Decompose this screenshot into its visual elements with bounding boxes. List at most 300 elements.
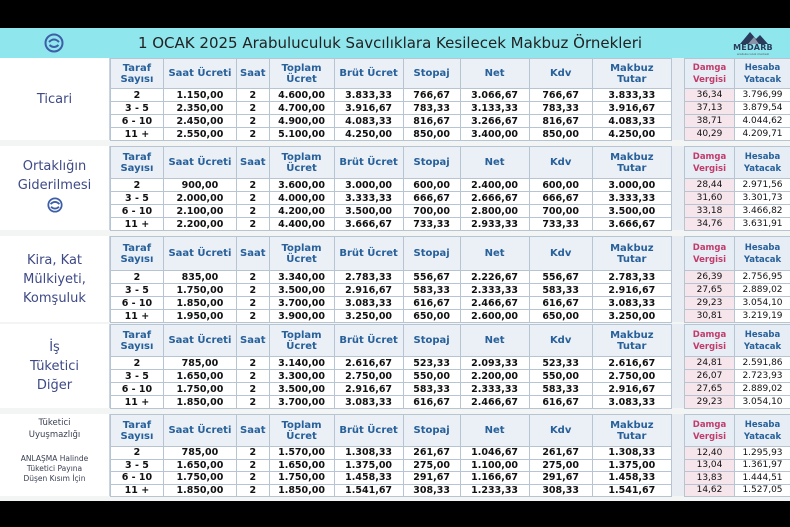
medarb-logo (732, 29, 774, 57)
cell-brut: 3.000,00 (334, 179, 403, 192)
cell-stopaj: 583,33 (403, 284, 460, 297)
cell-saat_ucreti: 1.750,00 (163, 383, 236, 396)
cell-stopaj: 275,00 (403, 459, 460, 472)
table-row (111, 310, 672, 323)
toplam-ucret-header (269, 325, 334, 357)
table-row (111, 205, 672, 218)
cell-stopaj: 650,00 (403, 310, 460, 323)
cell-toplam: 4.900,00 (269, 115, 334, 128)
cell-saat: 2 (237, 383, 270, 396)
cell-taraf: 11 + (111, 218, 164, 231)
kdv-header (529, 147, 592, 179)
category-line: Uyuşmazlığı (28, 430, 81, 440)
cell-brut: 4.250,00 (334, 128, 403, 141)
cell-saat: 2 (237, 115, 270, 128)
cell-damga: 31,60 (685, 192, 735, 205)
kdv-header-text: Kdv (549, 425, 572, 436)
cell-saat: 2 (237, 357, 270, 370)
stopaj-header-text: Stopaj (413, 335, 450, 346)
cell-net: 2.333,33 (460, 383, 529, 396)
damga-header-line: Vergisi (692, 431, 727, 442)
kdv-header (529, 325, 592, 357)
cell-toplam: 3.300,00 (269, 370, 334, 383)
section-3 (0, 324, 790, 408)
cell-saat: 2 (237, 370, 270, 383)
category-line: Komşuluk (23, 290, 86, 306)
hesaba-yatacak-header (735, 59, 790, 89)
cell-brut: 2.750,00 (334, 370, 403, 383)
table-row (685, 383, 790, 396)
category-note-line: Düşen Kısım İçin (23, 474, 86, 483)
cell-taraf: 2 (111, 89, 164, 102)
category-line: Ticari (36, 91, 73, 107)
cell-kdv: 733,33 (529, 218, 592, 231)
cell-stopaj: 556,67 (403, 271, 460, 284)
table-row (685, 89, 790, 102)
makbuz-header-line: Makbuz (610, 242, 654, 254)
taraf-header-line: Sayısı (120, 162, 154, 174)
cell-kdv: 523,33 (529, 357, 592, 370)
cell-saat: 2 (237, 271, 270, 284)
makbuz-tutar-header (592, 147, 671, 179)
table-row (685, 271, 790, 284)
makbuz-header-line: Tutar (617, 73, 647, 85)
cell-kdv: 766,67 (529, 89, 592, 102)
table-row (685, 484, 790, 497)
cell-stopaj: 666,67 (403, 192, 460, 205)
damga-header-line: Damga (692, 151, 727, 162)
cell-kdv: 275,00 (529, 459, 592, 472)
kdv-header-text: Kdv (549, 157, 572, 168)
cell-toplam: 4.700,00 (269, 102, 334, 115)
cell-toplam: 1.750,00 (269, 472, 334, 485)
makbuz-header-line: Makbuz (610, 62, 654, 74)
net-header (460, 415, 529, 447)
table-row (111, 459, 672, 472)
cell-makbuz: 3.250,00 (592, 310, 671, 323)
net-header-text: Net (484, 157, 505, 168)
taraf-header (111, 147, 164, 179)
section-2 (0, 236, 790, 322)
cell-damga: 24,81 (685, 357, 735, 370)
cell-net: 2.800,00 (460, 205, 529, 218)
saat-ucreti-header (163, 325, 236, 357)
brut-ucret-header (334, 237, 403, 271)
cell-hesaba: 1.361,97 (735, 459, 790, 472)
table-row (111, 102, 672, 115)
category-label (0, 146, 110, 230)
cell-toplam: 4.400,00 (269, 218, 334, 231)
toplam-header-line: Ücret (286, 430, 317, 442)
cell-taraf: 6 - 10 (111, 297, 164, 310)
toplam-header-line: Toplam (281, 242, 322, 254)
cell-makbuz: 3.833,33 (592, 89, 671, 102)
cell-hesaba: 2.889,02 (735, 383, 790, 396)
cell-brut: 3.500,00 (334, 205, 403, 218)
table-row (111, 271, 672, 284)
table-row (111, 472, 672, 485)
table-row (111, 89, 672, 102)
cell-makbuz: 2.916,67 (592, 284, 671, 297)
table-row (685, 459, 790, 472)
brut-header-text: Brüt Ücret (339, 68, 398, 79)
cell-saat_ucreti: 2.000,00 (163, 192, 236, 205)
cell-toplam: 4.600,00 (269, 89, 334, 102)
cell-stopaj: 733,33 (403, 218, 460, 231)
cell-saat: 2 (237, 205, 270, 218)
makbuz-header-line: Tutar (617, 340, 647, 352)
category-line: Diğer (36, 377, 73, 393)
cell-toplam: 3.700,00 (269, 297, 334, 310)
cell-kdv: 556,67 (529, 271, 592, 284)
cell-kdv: 291,67 (529, 472, 592, 485)
damga-vergisi-header (685, 415, 735, 447)
cell-stopaj: 261,67 (403, 447, 460, 460)
cell-brut: 1.541,67 (334, 484, 403, 497)
cell-brut: 3.333,33 (334, 192, 403, 205)
saat-header-text: Saat (240, 335, 266, 346)
table-row (111, 484, 672, 497)
taraf-header (111, 237, 164, 271)
net-header (460, 59, 529, 89)
table-row (685, 205, 790, 218)
cell-taraf: 11 + (111, 484, 164, 497)
table-row (685, 179, 790, 192)
category-line: İş (49, 339, 60, 355)
cell-taraf: 3 - 5 (111, 370, 164, 383)
tax-table (684, 324, 790, 409)
table-row (111, 284, 672, 297)
category-line: Mülkiyeti, (23, 271, 86, 287)
cell-hesaba: 3.879,54 (735, 102, 790, 115)
saat-header (237, 237, 270, 271)
cell-hesaba: 3.796,99 (735, 89, 790, 102)
cell-saat_ucreti: 1.650,00 (163, 370, 236, 383)
cell-brut: 3.666,67 (334, 218, 403, 231)
category-line: Kira, Kat (26, 252, 83, 268)
table-row (685, 115, 790, 128)
cell-hesaba: 3.219,19 (735, 310, 790, 323)
cell-makbuz: 3.083,33 (592, 297, 671, 310)
stopaj-header (403, 415, 460, 447)
damga-header-line: Damga (692, 419, 727, 430)
table-row (685, 396, 790, 409)
category-line: Tüketici (38, 418, 71, 428)
cell-net: 2.400,00 (460, 179, 529, 192)
kdv-header-text: Kdv (549, 335, 572, 346)
cell-damga: 12,40 (685, 447, 735, 460)
cell-net: 2.093,33 (460, 357, 529, 370)
cell-brut: 3.083,33 (334, 297, 403, 310)
table-row (685, 297, 790, 310)
cell-saat: 2 (237, 484, 270, 497)
cell-stopaj: 291,67 (403, 472, 460, 485)
cell-brut: 2.783,33 (334, 271, 403, 284)
cell-net: 1.166,67 (460, 472, 529, 485)
makbuz-header-line: Tutar (617, 162, 647, 174)
table-row (685, 284, 790, 297)
stopaj-header (403, 325, 460, 357)
cell-taraf: 3 - 5 (111, 102, 164, 115)
cell-stopaj: 616,67 (403, 396, 460, 409)
table-row (685, 447, 790, 460)
hesaba-yatacak-header (735, 237, 790, 271)
cell-saat_ucreti: 1.750,00 (163, 472, 236, 485)
cell-damga: 13,83 (685, 472, 735, 485)
cell-taraf: 11 + (111, 396, 164, 409)
taraf-header-line: Taraf (122, 62, 152, 74)
toplam-ucret-header (269, 147, 334, 179)
cell-saat_ucreti: 785,00 (163, 447, 236, 460)
saat-header (237, 59, 270, 89)
cell-stopaj: 766,67 (403, 89, 460, 102)
cell-saat: 2 (237, 218, 270, 231)
hesaba-header-line: Hesaba (744, 419, 781, 430)
taraf-header-line: Sayısı (120, 73, 154, 85)
makbuz-tutar-header (592, 415, 671, 447)
stopaj-header-text: Stopaj (413, 68, 450, 79)
cell-stopaj: 583,33 (403, 383, 460, 396)
cell-toplam: 4.000,00 (269, 192, 334, 205)
category-note-line: ANLAŞMA Halinde (20, 454, 89, 463)
taraf-header-line: Sayısı (120, 340, 154, 352)
stopaj-header-text: Stopaj (413, 248, 450, 259)
cell-makbuz: 2.750,00 (592, 370, 671, 383)
hesaba-header-line: Yatacak (743, 431, 782, 442)
fee-table (110, 414, 672, 497)
cell-brut: 3.833,33 (334, 89, 403, 102)
cell-net: 1.046,67 (460, 447, 529, 460)
column-gap (672, 146, 684, 230)
cell-saat_ucreti: 900,00 (163, 179, 236, 192)
taraf-header (111, 325, 164, 357)
cell-saat: 2 (237, 179, 270, 192)
brut-ucret-header (334, 147, 403, 179)
cell-net: 2.466,67 (460, 297, 529, 310)
cell-hesaba: 2.723,93 (735, 370, 790, 383)
table-row (111, 179, 672, 192)
stopaj-header (403, 237, 460, 271)
table-row (111, 297, 672, 310)
saat-header-text: Saat (240, 425, 266, 436)
column-gap (672, 414, 684, 496)
cell-kdv: 583,33 (529, 383, 592, 396)
cell-hesaba: 1.527,05 (735, 484, 790, 497)
cell-kdv: 850,00 (529, 128, 592, 141)
column-gap (672, 324, 684, 408)
cell-saat_ucreti: 2.550,00 (163, 128, 236, 141)
cell-damga: 34,76 (685, 218, 735, 231)
saat_ucreti-header-text: Saat Ücreti (168, 157, 232, 168)
cell-net: 3.400,00 (460, 128, 529, 141)
column-gap (672, 58, 684, 140)
cell-net: 3.133,33 (460, 102, 529, 115)
table-row (111, 396, 672, 409)
category-label (0, 414, 110, 496)
table-row (685, 357, 790, 370)
cell-saat_ucreti: 1.750,00 (163, 284, 236, 297)
cell-kdv: 550,00 (529, 370, 592, 383)
hesaba-header-line: Hesaba (744, 62, 781, 73)
brut-header-text: Brüt Ücret (339, 425, 398, 436)
hesaba-header-line: Hesaba (744, 151, 781, 162)
cell-toplam: 1.570,00 (269, 447, 334, 460)
column-gap (672, 236, 684, 322)
cell-taraf: 2 (111, 271, 164, 284)
kdv-header-text: Kdv (549, 68, 572, 79)
hesaba-header-line: Yatacak (743, 74, 782, 85)
net-header-text: Net (484, 425, 505, 436)
cell-saat_ucreti: 2.450,00 (163, 115, 236, 128)
saat-header-text: Saat (240, 248, 266, 259)
toplam-ucret-header (269, 59, 334, 89)
brand-subtitle: arabuluculuk merkezi (736, 52, 770, 56)
hesaba-header-line: Hesaba (744, 329, 781, 340)
cell-taraf: 3 - 5 (111, 284, 164, 297)
category-label (0, 324, 110, 408)
cell-toplam: 1.850,00 (269, 484, 334, 497)
cell-saat_ucreti: 2.100,00 (163, 205, 236, 218)
cell-damga: 40,29 (685, 128, 735, 141)
cell-saat: 2 (237, 102, 270, 115)
cell-kdv: 666,67 (529, 192, 592, 205)
cell-makbuz: 1.375,00 (592, 459, 671, 472)
table-row (111, 192, 672, 205)
cell-saat: 2 (237, 459, 270, 472)
cell-damga: 14,62 (685, 484, 735, 497)
damga-vergisi-header (685, 147, 735, 179)
cell-makbuz: 4.083,33 (592, 115, 671, 128)
saat_ucreti-header-text: Saat Ücreti (168, 68, 232, 79)
brut-ucret-header (334, 59, 403, 89)
cell-kdv: 600,00 (529, 179, 592, 192)
net-header-text: Net (484, 335, 505, 346)
cell-hesaba: 2.971,56 (735, 179, 790, 192)
cell-kdv: 783,33 (529, 102, 592, 115)
cell-net: 2.933,33 (460, 218, 529, 231)
cell-makbuz: 3.916,67 (592, 102, 671, 115)
cell-brut: 2.916,67 (334, 284, 403, 297)
cell-taraf: 6 - 10 (111, 383, 164, 396)
cell-saat: 2 (237, 89, 270, 102)
makbuz-tutar-header (592, 59, 671, 89)
hesaba-yatacak-header (735, 147, 790, 179)
table-row (685, 472, 790, 485)
cell-hesaba: 3.054,10 (735, 396, 790, 409)
section-1 (0, 146, 790, 230)
cell-stopaj: 816,67 (403, 115, 460, 128)
cell-brut: 1.375,00 (334, 459, 403, 472)
damga-header-line: Damga (692, 62, 727, 73)
taraf-header-line: Sayısı (120, 253, 154, 265)
saat_ucreti-header-text: Saat Ücreti (168, 248, 232, 259)
cell-saat_ucreti: 1.950,00 (163, 310, 236, 323)
cell-saat: 2 (237, 310, 270, 323)
table-row (685, 102, 790, 115)
cell-stopaj: 783,33 (403, 102, 460, 115)
saat_ucreti-header-text: Saat Ücreti (168, 335, 232, 346)
category-note-line: Tüketici Payına (26, 464, 83, 473)
cell-brut: 1.308,33 (334, 447, 403, 460)
cell-kdv: 616,67 (529, 297, 592, 310)
cell-taraf: 3 - 5 (111, 192, 164, 205)
cell-hesaba: 3.054,10 (735, 297, 790, 310)
cell-makbuz: 2.616,67 (592, 357, 671, 370)
cell-saat: 2 (237, 396, 270, 409)
cell-damga: 27,65 (685, 284, 735, 297)
table-row (111, 128, 672, 141)
net-header-text: Net (484, 248, 505, 259)
cell-kdv: 816,67 (529, 115, 592, 128)
cell-saat: 2 (237, 192, 270, 205)
cell-damga: 26,39 (685, 271, 735, 284)
cell-hesaba: 1.444,51 (735, 472, 790, 485)
cell-toplam: 4.200,00 (269, 205, 334, 218)
cell-damga: 13,04 (685, 459, 735, 472)
section-0 (0, 58, 790, 140)
cell-stopaj: 616,67 (403, 297, 460, 310)
stopaj-header-text: Stopaj (413, 425, 450, 436)
cell-taraf: 2 (111, 447, 164, 460)
cell-makbuz: 1.458,33 (592, 472, 671, 485)
toplam-header-line: Ücret (286, 162, 317, 174)
cell-net: 2.226,67 (460, 271, 529, 284)
category-label (0, 58, 110, 140)
cell-brut: 3.083,33 (334, 396, 403, 409)
cell-toplam: 3.600,00 (269, 179, 334, 192)
cell-damga: 29,23 (685, 297, 735, 310)
stopaj-header (403, 59, 460, 89)
damga-header-line: Vergisi (692, 341, 727, 352)
brand-name: MEDARB (733, 43, 773, 52)
cell-net: 2.466,67 (460, 396, 529, 409)
cell-toplam: 3.700,00 (269, 396, 334, 409)
tax-table (684, 236, 790, 323)
mediation-logo-icon (46, 197, 64, 219)
table-row (111, 357, 672, 370)
category-label (0, 236, 110, 322)
tax-table (684, 146, 790, 231)
cell-kdv: 308,33 (529, 484, 592, 497)
kdv-header (529, 237, 592, 271)
cell-saat_ucreti: 1.850,00 (163, 297, 236, 310)
cell-kdv: 700,00 (529, 205, 592, 218)
toplam-ucret-header (269, 237, 334, 271)
cell-makbuz: 3.000,00 (592, 179, 671, 192)
cell-saat_ucreti: 1.150,00 (163, 89, 236, 102)
cell-damga: 38,71 (685, 115, 735, 128)
cell-kdv: 650,00 (529, 310, 592, 323)
damga-header-line: Damga (692, 329, 727, 340)
table-row (111, 447, 672, 460)
category-line: Ortaklığın (22, 159, 87, 174)
saat-ucreti-header (163, 415, 236, 447)
cell-saat: 2 (237, 447, 270, 460)
toplam-header-line: Toplam (281, 151, 322, 163)
cell-stopaj: 600,00 (403, 179, 460, 192)
saat-header-text: Saat (240, 157, 266, 168)
cell-saat: 2 (237, 472, 270, 485)
damga-header-line: Vergisi (692, 74, 727, 85)
cell-stopaj: 523,33 (403, 357, 460, 370)
cell-toplam: 3.900,00 (269, 310, 334, 323)
kdv-header-text: Kdv (549, 248, 572, 259)
table-row (685, 128, 790, 141)
cell-toplam: 3.140,00 (269, 357, 334, 370)
saat-ucreti-header (163, 147, 236, 179)
cell-taraf: 3 - 5 (111, 459, 164, 472)
makbuz-header-line: Tutar (617, 253, 647, 265)
